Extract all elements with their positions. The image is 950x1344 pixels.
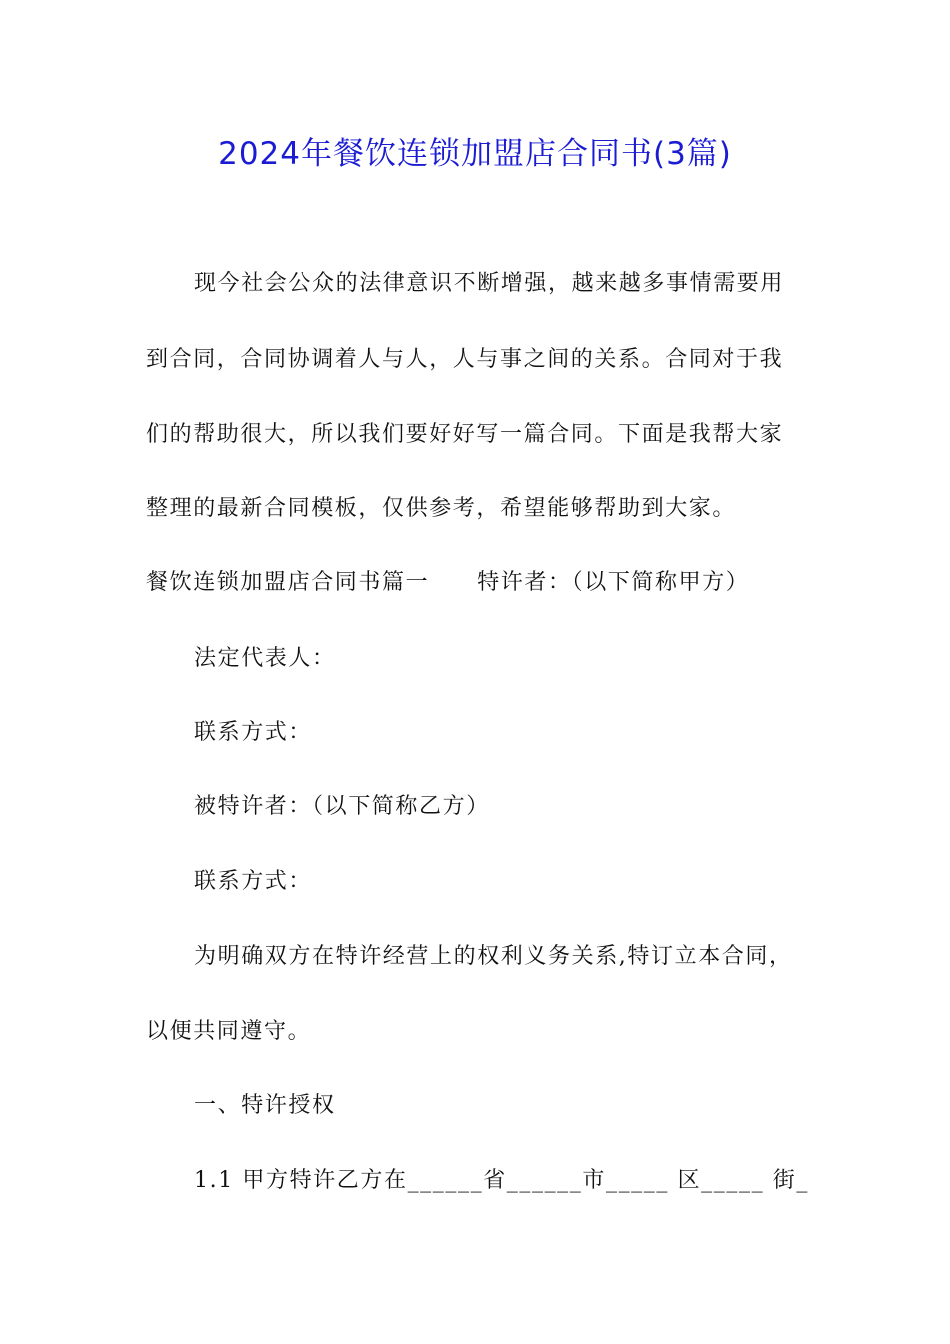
- intro-line-4: 整理的最新合同模板，仅供参考，希望能够帮助到大家。: [146, 496, 737, 521]
- intro-line-3: 们的帮助很大，所以我们要好好写一篇合同。下面是我帮大家: [146, 422, 784, 447]
- contact-label-1: 联系方式：: [194, 720, 313, 745]
- purpose-line-2: 以便共同遵守。: [146, 1019, 312, 1044]
- intro-line-2: 到合同，合同协调着人与人，人与事之间的关系。合同对于我: [146, 347, 784, 372]
- intro-line-1: 现今社会公众的法律意识不断增强，越来越多事情需要用: [194, 271, 785, 296]
- franchisor-label: 特许者：（以下简称甲方）: [477, 570, 750, 595]
- section-line: [146, 563, 816, 603]
- clause-heading: 一、特许授权: [194, 1093, 336, 1118]
- clause-1-1: 1.1 甲方特许乙方在______省______市_____ 区_____ 街_: [194, 1168, 809, 1193]
- contact-label-2: 联系方式：: [194, 869, 313, 894]
- section-heading: 餐饮连锁加盟店合同书篇一: [146, 570, 430, 595]
- purpose-line-1: 为明确双方在特许经营上的权利义务关系,特订立本合同，: [194, 944, 793, 969]
- franchisee-label: 被特许者：（以下简称乙方）: [194, 794, 490, 819]
- document-title: 2024年餐饮连锁加盟店合同书(3篇): [218, 136, 732, 172]
- legal-representative-label: 法定代表人：: [194, 646, 336, 671]
